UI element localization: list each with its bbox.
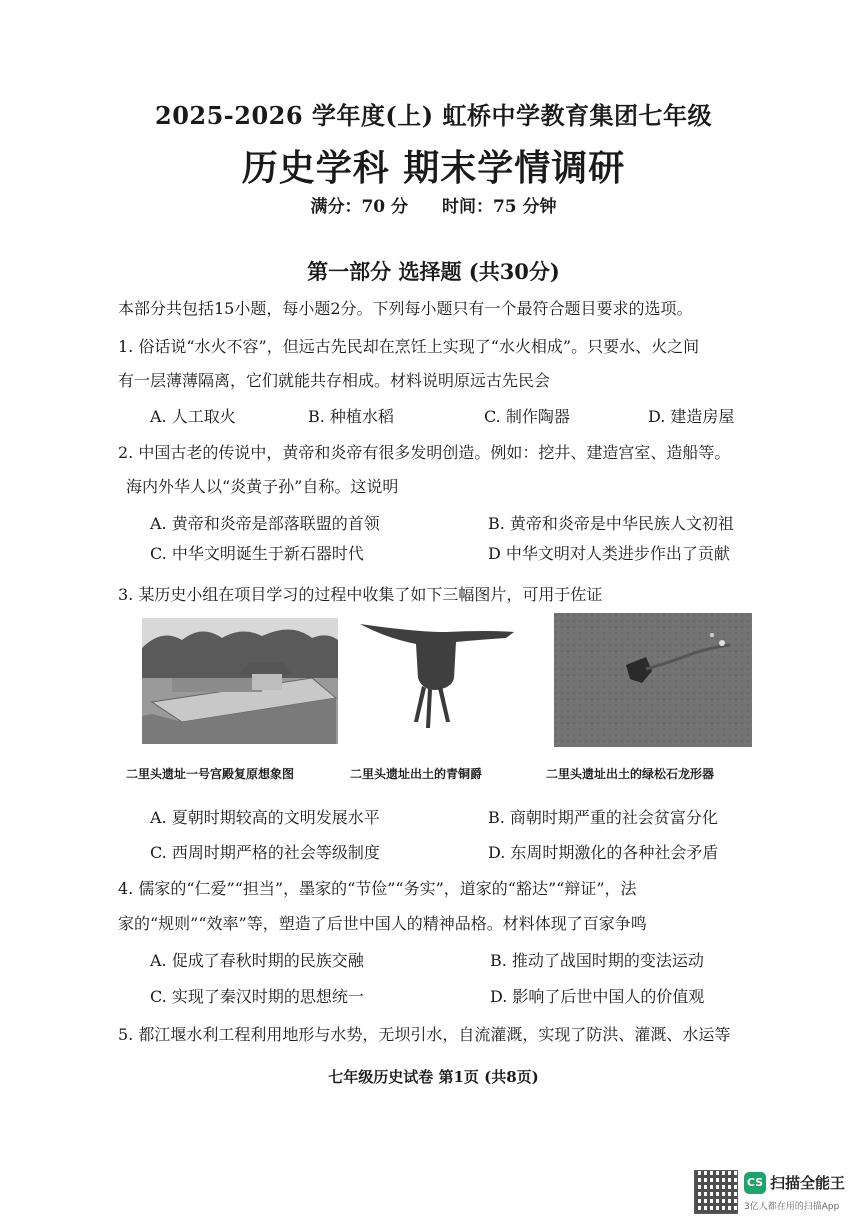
q5-stem-line1: 5. 都江堰水利工程利用地形与水势，无坝引水，自流灌溉，实现了防洪、灌溉、水运等 [118,1025,731,1044]
q1-option-c: C. 制作陶器 [484,407,570,426]
exam-meta [0,192,867,217]
camscanner-logo: CS [744,1172,766,1194]
camscanner-name: 扫描全能王 [770,1174,846,1192]
q3-option-b: B. 商朝时期严重的社会贫富分化 [488,808,718,827]
section-instruction: 本部分共包括15小题，每小题2分。下列每小题只有一个最符合题目要求的选项。 [118,299,693,318]
q3-image-caption-1: 二里头遗址一号宫殿复原想象图 [126,767,295,781]
exam-title-line2: 历史学科 期末学情调研 [241,147,626,189]
q4-option-b: B. 推动了战国时期的变法运动 [490,951,704,970]
q2-stem-line1: 2. 中国古老的传说中，黄帝和炎帝有很多发明创造。例如：挖井、建造宫室、造船等。 [118,443,731,462]
q2-option-b: B. 黄帝和炎帝是中华民族人文初祖 [488,514,734,533]
bronze-jue-image [356,618,516,744]
page-footer: 七年级历史试卷 第1页 (共8页) [328,1068,539,1086]
qr-code-image [694,1170,738,1214]
q3-option-c: C. 西周时期严格的社会等级制度 [150,843,380,862]
camscanner-tagline: 3亿人都在用的扫描App [744,1202,840,1212]
q1-option-a: A. 人工取火 [150,407,236,426]
time-label: 时间：75 分钟 [441,197,557,217]
q1-stem-line1: 1. 俗话说“水火不容”，但远古先民却在烹饪上实现了“水火相成”。只要水、火之间 [118,337,700,356]
q2-option-d: D 中华文明对人类进步作出了贡献 [488,544,730,563]
palace-reconstruction-image [142,618,338,744]
exam-title-line1: 2025-2026 学年度(上) 虹桥中学教育集团七年级 [155,101,712,130]
q4-stem-line1: 4. 儒家的“仁爱”“担当”，墨家的“节俭”“务实”，道家的“豁达”“辩证”，法 [118,879,637,898]
turquoise-dragon-image [554,613,752,747]
q2-option-a: A. 黄帝和炎帝是部落联盟的首领 [150,514,380,533]
q4-stem-line2: 家的“规则”“效率”等，塑造了后世中国人的精神品格。材料体现了百家争鸣 [118,914,647,933]
q4-option-d: D. 影响了后世中国人的价值观 [490,987,705,1006]
q3-option-d: D. 东周时期激化的各种社会矛盾 [488,843,719,862]
q3-image-caption-2: 二里头遗址出土的青铜爵 [350,767,483,781]
q3-option-a: A. 夏朝时期较高的文明发展水平 [150,808,380,827]
q3-image-caption-3: 二里头遗址出土的绿松石龙形器 [546,767,715,781]
q3-stem: 3. 某历史小组在项目学习的过程中收集了如下三幅图片，可用于佐证 [118,585,603,604]
section-title: 第一部分 选择题 (共30分) [307,259,560,284]
q2-stem-line2: 海内外华人以“炎黄子孙”自称。这说明 [126,477,399,496]
q2-option-c: C. 中华文明诞生于新石器时代 [150,544,364,563]
q1-stem-line2: 有一层薄薄隔离，它们就能共存相成。材料说明原远古先民会 [118,371,551,390]
q4-option-c: C. 实现了秦汉时期的思想统一 [150,987,364,1006]
q4-option-a: A. 促成了春秋时期的民族交融 [150,951,364,970]
q1-option-d: D. 建造房屋 [648,407,735,426]
score-label: 满分：70 分 [310,197,409,217]
q1-option-b: B. 种植水稻 [308,407,394,426]
